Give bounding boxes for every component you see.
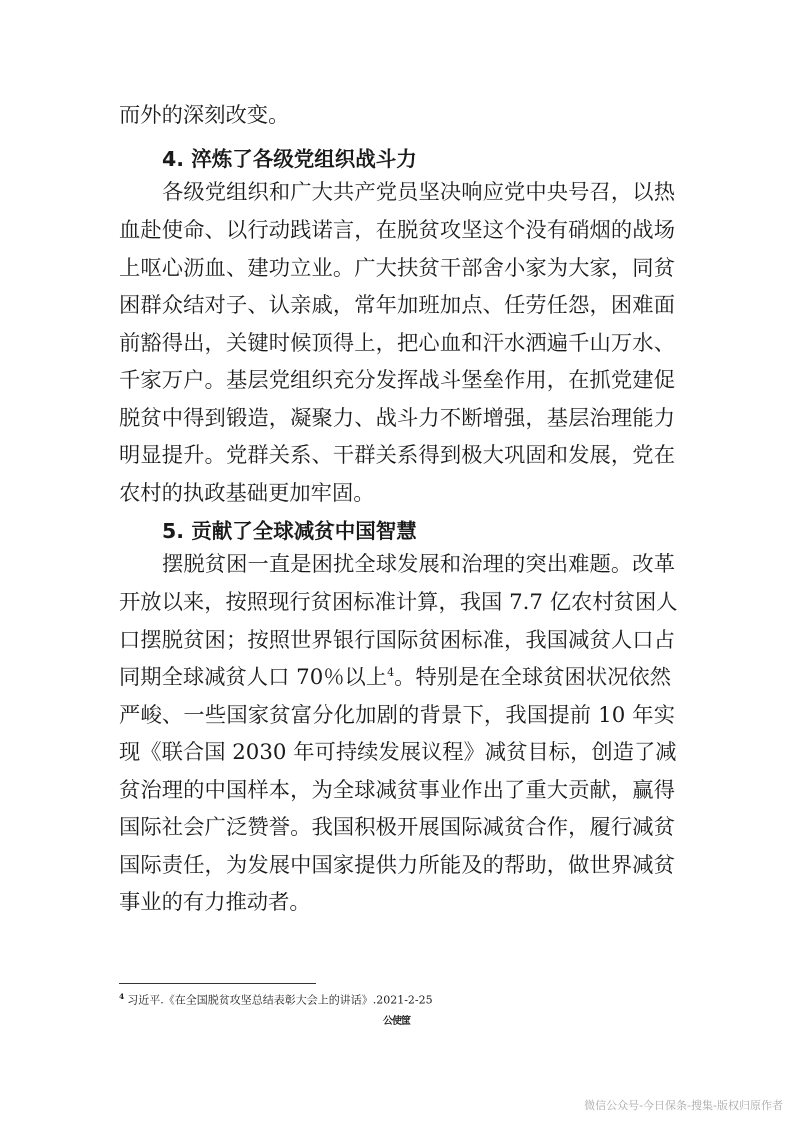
section-4-heading: 4. 淬炼了各级党组织战斗力 [162, 147, 417, 171]
paragraph-line: 困群众结对子、认亲戚，常年加班加点、任劳任怨，困难面 [119, 293, 675, 318]
paragraph-line: 血赴使命、以行动践诺言，在脱贫攻坚这个没有硝烟的战场 [119, 218, 675, 243]
paragraph-line: 明显提升。党群关系、干群关系得到极大巩固和发展，党在 [119, 443, 675, 468]
paragraph-line: 严峻、一些国家贫富分化加剧的背景下，我国提前 10 年实 [119, 703, 675, 728]
paragraph-line: 脱贫中得到锻造，凝聚力、战斗力不断增强，基层治理能力 [119, 406, 675, 431]
line-text: 。特别是在全球贫困状况依然 [394, 665, 672, 690]
watermark: 微信公众号-今日保条-搜集-版权归原作者 [584, 1099, 783, 1112]
footnote-marker: 4 [119, 992, 125, 1001]
paragraph-line [119, 663, 675, 693]
footnote [119, 990, 433, 1008]
paragraph-line: 各级党组织和广大共产党员坚决响应党中央号召，以热 [162, 180, 675, 205]
paragraph-line: 贫治理的中国样本，为全球减贫事业作出了重大贡献，赢得 [119, 778, 675, 803]
footnote-text: 习近平.《在全国脱贫攻坚总结表彰大会上的讲话》.2021-2-25 [127, 993, 433, 1007]
footnote-divider [119, 983, 316, 984]
paragraph-line: 现《联合国 2030 年可持续发展议程》减贫目标，创造了减 [119, 740, 677, 765]
footnote-reference[interactable]: 4 [387, 665, 395, 679]
paragraph-line: 而外的深刻改变。 [119, 103, 290, 128]
paragraph-line: 口摆脱贫困；按照世界银行国际贫困标准，我国减贫人口占 [119, 628, 675, 653]
paragraph-line: 农村的执政基础更加牢固。 [119, 481, 375, 506]
paragraph-line: 摆脱贫困一直是困扰全球发展和治理的突出难题。改革 [162, 552, 675, 577]
line-text: 同期全球减贫人口 70％以上 [119, 665, 388, 690]
paragraph-line: 前豁得出，关键时候顶得上，把心血和汗水洒遍千山万水、 [119, 331, 675, 356]
page-mark: 公使筐 [383, 1016, 410, 1027]
paragraph-line: 国际责任，为发展中国家提供力所能及的帮助，做世界减贫 [119, 853, 675, 878]
section-5-heading: 5. 贡献了全球减贫中国智慧 [162, 519, 417, 543]
paragraph-line: 开放以来，按照现行贫困标准计算，我国 7.7 亿农村贫困人 [119, 590, 678, 615]
paragraph-line: 上呕心沥血、建功立业。广大扶贫干部舍小家为大家，同贫 [119, 256, 675, 281]
paragraph-line: 国际社会广泛赞誉。我国积极开展国际减贫合作，履行减贫 [119, 815, 675, 840]
paragraph-line: 事业的有力推动者。 [119, 890, 311, 915]
paragraph-line: 千家万户。基层党组织充分发挥战斗堡垒作用，在抓党建促 [119, 368, 675, 393]
